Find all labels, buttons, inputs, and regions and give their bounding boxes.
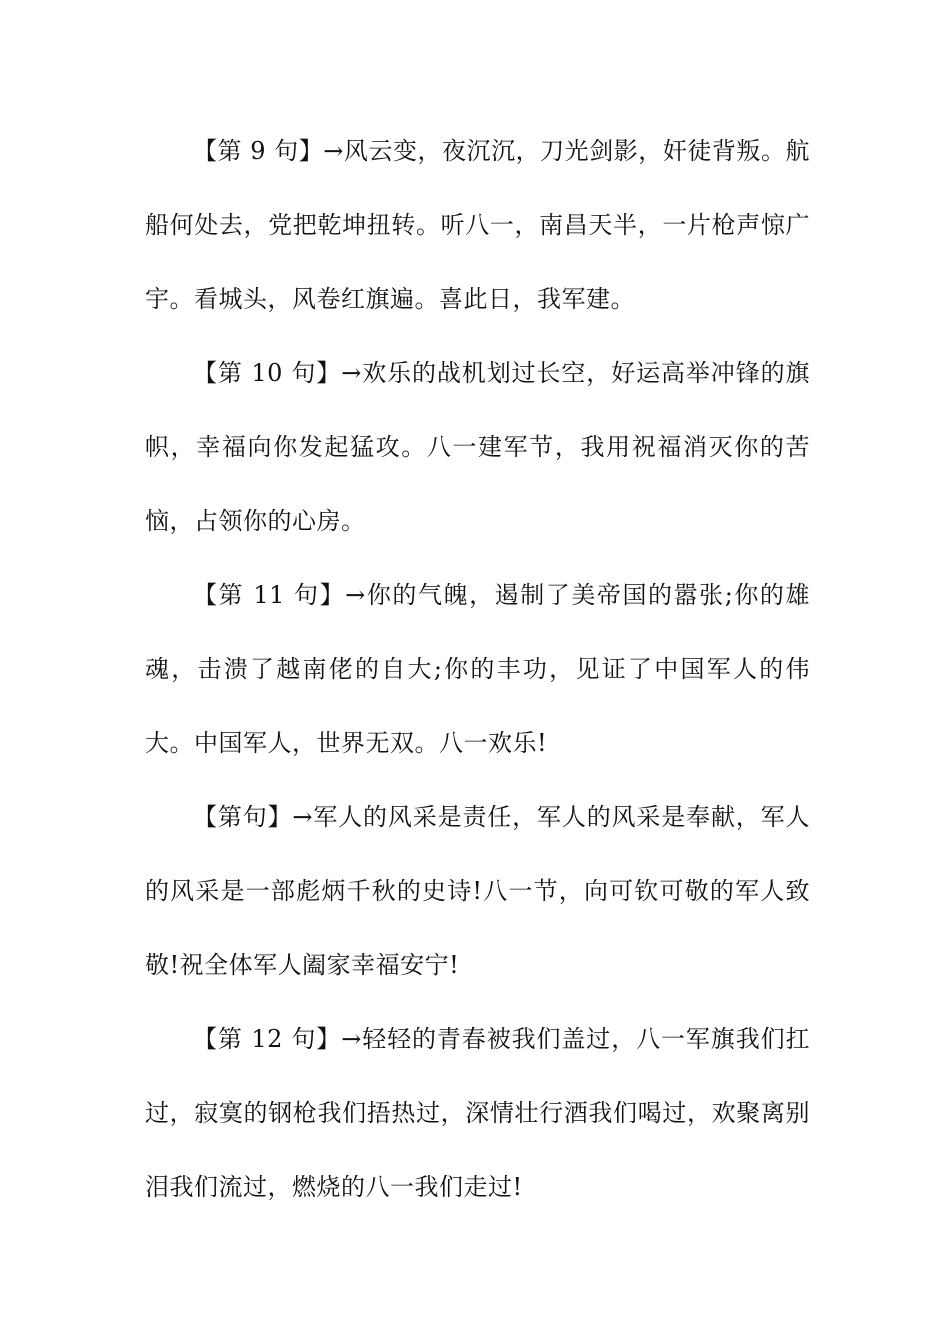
document-body bbox=[145, 114, 810, 1224]
paragraph-sentence-10: 【第 10 句】→欢乐的战机划过长空，好运高举冲锋的旗帜，幸福向你发起猛攻。八一建军节，我用祝福消灭你的苦恼，占领你的心房。 bbox=[145, 359, 810, 535]
paragraph-sentence-9: 【第 9 句】→风云变，夜沉沉，刀光剑影，奸徒背叛。航船何处去，党把乾坤扭转。听八一，南昌天半，一片枪声惊广宇。看城头，风卷红旗遍。喜此日，我军建。 bbox=[145, 137, 810, 313]
paragraph-sentence-11: 【第 11 句】→你的气魄，遏制了美帝国的嚣张;你的雄魂，击溃了越南佬的自大;你的丰功，见证了中国军人的伟大。中国军人，世界无双。八一欢乐! bbox=[145, 581, 810, 757]
paragraph-sentence-12: 【第 12 句】→轻轻的青春被我们盖过，八一军旗我们扛过，寂寞的钢枪我们捂热过，深情壮行酒我们喝过，欢聚离别泪我们流过，燃烧的八一我们走过! bbox=[145, 1025, 810, 1201]
paragraph-sentence-unnumbered: 【第句】→军人的风采是责任，军人的风采是奉献，军人的风采是一部彪炳千秋的史诗!八一节，向可钦可敬的军人致敬!祝全体军人阖家幸福安宁! bbox=[145, 803, 810, 979]
